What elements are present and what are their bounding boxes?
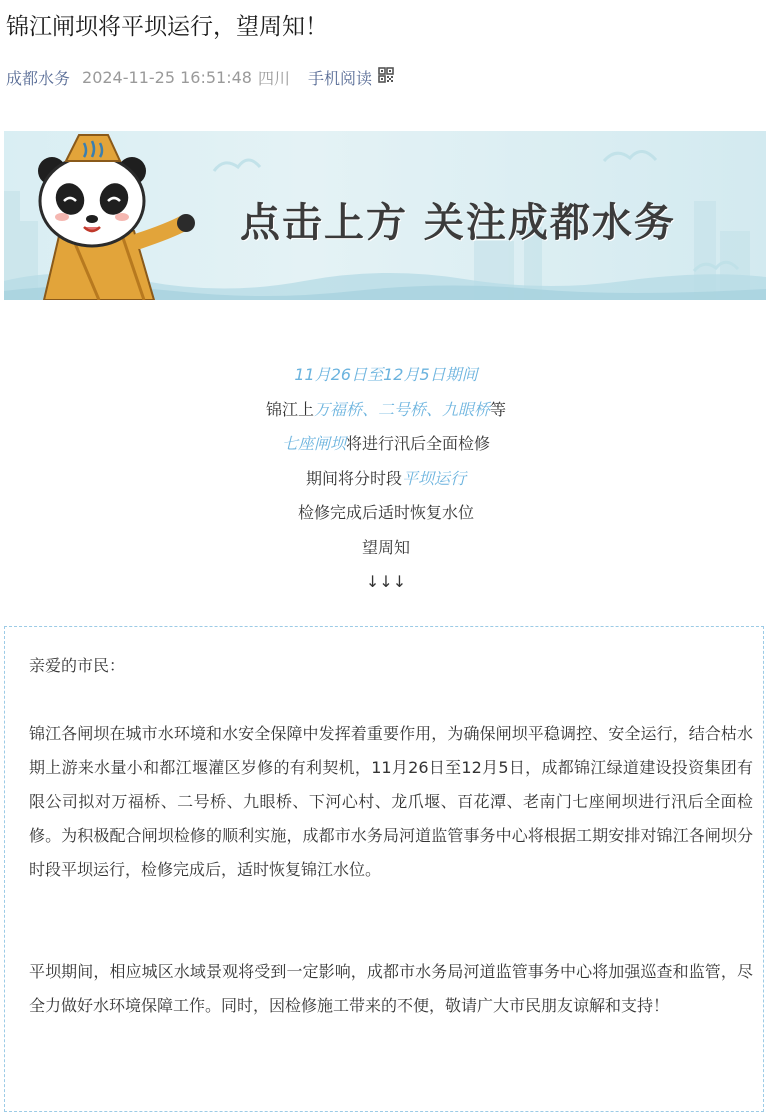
notice-summary — [0, 358, 772, 600]
down-arrows-icon: ↓↓↓ — [365, 572, 407, 591]
article-meta — [6, 64, 394, 90]
article-title: 锦江闸坝将平坝运行，望周知！ — [6, 14, 328, 40]
mobile-read-link[interactable]: 手机阅读 — [307, 68, 372, 88]
panda-mascot-illustration — [4, 131, 224, 300]
notice-bridges: 万福桥、二号桥、九眼桥 — [313, 399, 490, 419]
notice-line6: 望周知 — [361, 537, 410, 557]
publish-datetime: 2024-11-25 16:51:48 — [82, 67, 252, 87]
letter-box — [4, 626, 764, 1112]
notice-line4-prefix: 期间将分时段 — [305, 468, 402, 488]
location-label: 四川 — [257, 68, 290, 88]
notice-line2-prefix: 锦江上 — [265, 399, 314, 419]
notice-dams: 七座闸坝 — [281, 434, 346, 453]
notice-date-range: 11月26日至12月5日期间 — [294, 365, 478, 384]
banner-follow-text: 点击上方 关注成都水务 — [240, 200, 676, 246]
notice-flat-operation: 平坝运行 — [402, 468, 467, 488]
letter-greeting: 亲爱的市民： — [29, 656, 126, 675]
notice-line2-suffix: 等 — [490, 399, 507, 419]
author-link[interactable]: 成都水务 — [6, 68, 71, 88]
letter-paragraph-1: 锦江各闸坝在城市水环境和水安全保障中发挥着重要作用，为确保闸坝平稳调控、安全运行，结合枯水期上游来水量小和都江堰灌区岁修的有利契机，11月26日至12月5日，成都锦江绿道建设投资集团有限公司拟对万福桥、二号桥、九眼桥、下河心村、龙爪堰、百花潭、老南门七座闸坝进行汛后全面检修。为积极配合闸坝检修的顺利实施，成都市水务局河道监管事务中心将根据工期安排对锦江各闸坝分时段平坝运行，检修完成后，适时恢复锦江水位。 — [29, 724, 753, 879]
qr-code-icon[interactable] — [378, 67, 394, 87]
notice-line5: 检修完成后适时恢复水位 — [297, 503, 474, 522]
notice-line3-suffix: 将进行汛后全面检修 — [346, 434, 491, 453]
follow-banner[interactable] — [4, 131, 766, 300]
letter-paragraph-2: 平坝期间，相应城区水域景观将受到一定影响，成都市水务局河道监管事务中心将加强巡查和监管，尽全力做好水环境保障工作。同时，因检修施工带来的不便，敬请广大市民朋友谅解和支持！ — [29, 962, 753, 1015]
